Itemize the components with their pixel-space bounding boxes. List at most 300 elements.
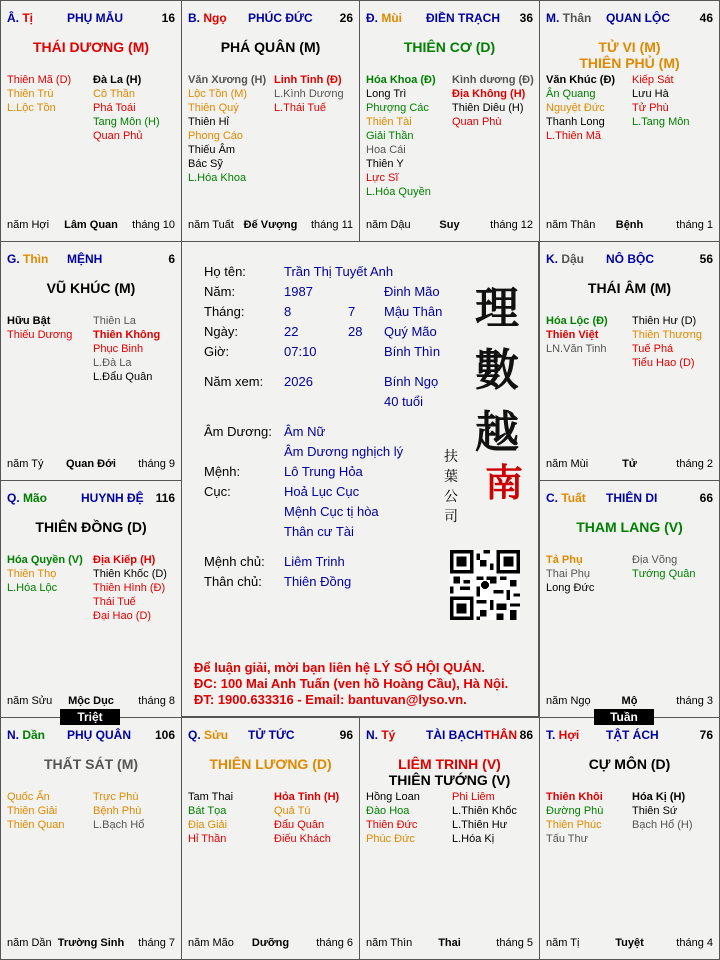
minor-star: Thiên Phúc — [546, 819, 602, 831]
palace-footer — [546, 695, 713, 709]
palace-month: tháng 4 — [676, 937, 713, 949]
minor-star: L.Đẩu Quân — [93, 371, 153, 383]
palace-year: năm Dậu — [366, 219, 411, 231]
stem: T. — [546, 728, 559, 742]
palace-canchi — [7, 252, 48, 266]
palace-name: HUYNH ĐỆ — [81, 491, 144, 505]
minor-stars-right — [274, 790, 339, 846]
palace-year: năm Tị — [546, 937, 580, 949]
palace-canchi — [7, 11, 33, 25]
main-star: THIÊN LƯƠNG (D) — [209, 756, 332, 772]
seal-char: 越 — [475, 407, 519, 458]
minor-star: Thiếu Âm — [188, 144, 236, 156]
minor-star: Bệnh Phù — [93, 805, 142, 817]
minor-star: Phá Toái — [93, 102, 136, 114]
minor-star: Thiên Hỉ — [188, 116, 229, 128]
branch: Ngọ — [203, 11, 227, 25]
minor-stars-left — [546, 790, 603, 846]
main-star: TỬ VI (M) — [598, 39, 661, 55]
seal-small-char: 公 — [444, 489, 458, 505]
cuc-label: Cục: — [204, 484, 231, 499]
minor-star: Tả Phụ — [546, 554, 583, 566]
thanchu-value: Thiên Đồng — [284, 574, 352, 589]
minor-stars-left — [546, 553, 594, 595]
minor-star: Địa Kiếp (H) — [93, 554, 156, 566]
minor-star: Quả Tú — [274, 805, 311, 817]
palace-name: PHÚC ĐỨC — [248, 11, 313, 25]
month-lunar: 7 — [348, 304, 356, 319]
amduong-label: Âm Dương: — [204, 424, 272, 439]
view-year-label: Năm xem: — [204, 374, 264, 389]
palace-header — [546, 252, 713, 268]
palace-footer — [188, 219, 353, 233]
minor-star: Hỉ Thần — [188, 833, 227, 845]
minor-star: Tiểu Hao (D) — [632, 357, 695, 369]
palace-header — [366, 11, 533, 27]
month-canchi: Mậu Thân — [384, 304, 443, 319]
minor-star: Văn Khúc (Đ) — [546, 74, 616, 86]
minor-stars-left — [188, 790, 233, 846]
palace-cell-hoi — [539, 717, 720, 960]
minor-star: Địa Giải — [188, 819, 228, 831]
minor-stars-left — [546, 314, 608, 356]
palace-month: tháng 1 — [676, 219, 713, 231]
palace-cell-tuat — [539, 480, 720, 718]
year-label: Năm: — [204, 284, 236, 299]
minor-star: Phục Binh — [93, 343, 144, 355]
life-stage: Tuyệt — [615, 937, 644, 949]
stem: N. — [7, 728, 23, 742]
palace-number: 46 — [699, 11, 713, 25]
branch: Tý — [381, 728, 396, 742]
contact-line-3: ĐT: 1900.633316 - Email: bantuvan@lyso.vn. — [194, 692, 467, 707]
life-stage: Mộc Dục — [68, 695, 114, 707]
palace-number: 96 — [339, 728, 353, 742]
minor-star: Thiên La — [93, 315, 136, 327]
palace-footer — [7, 219, 175, 233]
minor-stars-right — [632, 553, 696, 581]
minor-star: Tử Phù — [632, 102, 669, 114]
month-solar: 8 — [284, 304, 292, 319]
minor-star: Địa Võng — [632, 554, 678, 566]
palace-canchi — [188, 11, 227, 25]
main-stars — [540, 39, 719, 71]
minor-star: Văn Xương (H) — [188, 74, 267, 86]
minor-star: Bác Sỹ — [188, 158, 223, 170]
stem: Đ. — [366, 11, 382, 25]
main-star: THẤT SÁT (M) — [43, 756, 139, 772]
palace-cell-dau — [539, 241, 720, 481]
palace-canchi — [7, 728, 45, 742]
palace-year: năm Ngọ — [546, 695, 591, 707]
minor-star: Thiên Sứ — [632, 805, 678, 817]
age-value: 40 tuổi — [384, 394, 424, 409]
main-star: LIÊM TRINH (V) — [398, 756, 501, 772]
minor-star: L.Đà La — [93, 357, 132, 369]
day-canchi: Quý Mão — [384, 324, 437, 339]
seal-small-char: 扶 — [444, 449, 458, 465]
name-label: Họ tên: — [204, 264, 246, 279]
branch: Hợi — [558, 728, 580, 742]
minor-star: Bạch Hổ (H) — [632, 819, 693, 831]
minor-star: Thiếu Dương — [7, 329, 73, 341]
minor-star: Đường Phù — [546, 805, 604, 817]
palace-canchi — [366, 11, 402, 25]
minor-star: Tướng Quân — [632, 568, 696, 580]
menhchu-label: Mệnh chủ: — [204, 554, 265, 569]
seal-char: 南 — [484, 460, 523, 505]
branch: Mùi — [381, 11, 403, 25]
minor-star: Phi Liêm — [452, 791, 495, 803]
life-stage: Bệnh — [615, 219, 644, 231]
branch: Tị — [22, 11, 34, 25]
minor-star: L.Thiên Khốc — [452, 805, 517, 817]
palace-month: tháng 2 — [676, 458, 713, 470]
palace-footer — [366, 937, 533, 951]
palace-number: 26 — [339, 11, 353, 25]
palace-name: TÀI BẠCH — [426, 728, 484, 742]
palace-name: TỬ TỨC — [248, 728, 295, 742]
palace-number: 6 — [168, 252, 175, 266]
center-info-panel — [181, 241, 539, 717]
minor-star: Lộc Tồn (M) — [188, 88, 248, 100]
qr-code — [450, 550, 520, 620]
palace-cell-ngo — [181, 0, 360, 242]
minor-star: Thiên Mã (D) — [7, 74, 72, 86]
minor-star: Thanh Long — [546, 116, 605, 128]
seal-small-char: 司 — [444, 509, 458, 525]
main-stars — [1, 280, 181, 296]
branch: Thìn — [23, 252, 49, 266]
contact-line-2: ĐC: 100 Mai Anh Tuấn (ven hồ Hoàng Cầu), Hà Nội. — [194, 676, 509, 691]
palace-footer — [546, 458, 713, 472]
palace-footer — [188, 937, 353, 951]
palace-name: PHỤ MẪU — [67, 11, 123, 25]
minor-star: Phượng Các — [366, 102, 429, 114]
minor-star: Thiên Trù — [7, 88, 54, 100]
minor-star: Hóa Quyền (V) — [7, 554, 83, 566]
minor-star: Long Đức — [546, 582, 595, 594]
palace-header — [188, 728, 353, 744]
palace-month: tháng 10 — [132, 219, 175, 231]
palace-footer — [7, 458, 175, 472]
menh-label: Mệnh: — [204, 464, 241, 479]
minor-star: Hóa Kị (H) — [632, 791, 686, 803]
palace-number: 36 — [519, 11, 533, 25]
stem: Q. — [7, 491, 24, 505]
palace-header — [7, 491, 175, 507]
minor-stars-left — [7, 553, 83, 595]
minor-star: Thái Tuế — [93, 596, 136, 608]
minor-star: Thai Phụ — [546, 568, 591, 580]
minor-star: Kiếp Sát — [632, 74, 674, 86]
minor-stars-right — [93, 790, 144, 832]
minor-star: Tam Thai — [188, 791, 234, 803]
main-stars — [540, 756, 719, 772]
palace-header — [546, 11, 713, 27]
palace-footer — [546, 219, 713, 233]
minor-star: Thiên Đức — [366, 819, 418, 831]
menhchu-value: Liêm Trinh — [284, 554, 345, 569]
palace-canchi — [546, 728, 579, 742]
minor-stars-right — [632, 790, 693, 832]
palace-number: 116 — [155, 491, 175, 505]
palace-month: tháng 8 — [138, 695, 175, 707]
minor-star: Linh Tinh (Đ) — [274, 74, 342, 86]
stem: Â. — [7, 11, 23, 25]
minor-stars-right — [452, 73, 534, 129]
minor-star: L.Tang Môn — [632, 116, 690, 128]
minor-star: L.Kình Dương — [274, 88, 344, 100]
palace-year: năm Tý — [7, 458, 44, 470]
minor-star: Lưu Hà — [632, 88, 669, 100]
main-star: CỰ MÔN (D) — [588, 756, 671, 772]
minor-stars-right — [452, 790, 517, 846]
palace-year: năm Thân — [546, 219, 596, 231]
palace-header — [7, 11, 175, 27]
palace-name: ĐIỀN TRẠCH — [426, 11, 500, 25]
view-year-canchi: Bính Ngọ — [384, 374, 439, 389]
palace-cell-ty2 — [359, 717, 540, 960]
palace-name: THIÊN DI — [606, 491, 658, 505]
minor-star: Thiên Giải — [7, 805, 58, 817]
seal-char: 數 — [475, 345, 519, 396]
palace-canchi — [366, 728, 395, 742]
minor-stars-right — [93, 73, 160, 143]
stem: M. — [546, 11, 563, 25]
main-star: THÁI DƯƠNG (M) — [32, 39, 150, 55]
minor-stars-left — [366, 790, 420, 846]
minor-star: Thiên Hình (Đ) — [93, 582, 166, 594]
tuan-tag: Tuần — [594, 709, 654, 725]
palace-footer — [7, 937, 175, 951]
palace-header — [188, 11, 353, 27]
minor-star: Thiên Tài — [366, 116, 412, 128]
minor-star: Thiên Khôi — [546, 791, 603, 803]
minor-star: Thiên Hư (D) — [632, 315, 697, 327]
palace-month: tháng 7 — [138, 937, 175, 949]
minor-star: Hóa Lộc (Đ) — [546, 315, 608, 327]
branch: Mão — [23, 491, 48, 505]
palace-year: năm Dần — [7, 937, 52, 949]
main-stars — [360, 39, 539, 55]
minor-star: Đà La (H) — [93, 74, 142, 86]
main-star: THIÊN CƠ (D) — [403, 39, 496, 55]
branch: Dần — [22, 728, 46, 742]
palace-cell-ty — [0, 0, 182, 242]
main-star: PHÁ QUÂN (M) — [220, 39, 321, 55]
palace-cell-thin — [0, 241, 182, 481]
menh-value: Lô Trung Hỏa — [284, 464, 363, 479]
main-stars — [1, 39, 181, 55]
minor-star: Quốc Ấn — [7, 791, 50, 803]
name-value: Trần Thị Tuyết Anh — [284, 264, 394, 279]
stem: G. — [7, 252, 24, 266]
palace-year: năm Thìn — [366, 937, 413, 949]
main-stars — [1, 519, 181, 535]
life-stage: Tử — [622, 458, 637, 470]
palace-number: 56 — [699, 252, 713, 266]
palace-name: PHỤ QUÂN — [67, 728, 132, 742]
palace-month: tháng 3 — [676, 695, 713, 707]
seal-small-text — [444, 447, 462, 527]
minor-stars-right — [632, 73, 689, 129]
life-stage: Suy — [439, 219, 460, 231]
minor-star: Quan Phủ — [93, 130, 143, 142]
stem: N. — [366, 728, 382, 742]
branch: Thân — [562, 11, 592, 25]
palace-year: năm Hợi — [7, 219, 50, 231]
minor-star: L.Thiên Hư — [452, 819, 508, 831]
palace-month: tháng 12 — [490, 219, 533, 231]
minor-star: Đại Hao (D) — [93, 610, 152, 622]
main-stars — [360, 756, 539, 788]
minor-stars-left — [366, 73, 436, 199]
cuc-value3: Thân cư Tài — [284, 524, 354, 539]
seal-small-char: 葉 — [444, 469, 458, 485]
stem: Q. — [188, 728, 205, 742]
palace-canchi — [546, 11, 591, 25]
life-stage: Quan Đới — [66, 458, 116, 470]
minor-star: Long Trì — [366, 88, 407, 100]
minor-star: Tấu Thư — [546, 833, 589, 845]
minor-star: Thiên Việt — [546, 329, 599, 341]
minor-star: Thiên Thương — [632, 329, 703, 341]
minor-star: Hữu Bật — [7, 315, 51, 327]
main-star: THIÊN PHỦ (M) — [579, 55, 680, 71]
palace-month: tháng 11 — [310, 219, 353, 231]
minor-star: Phúc Đức — [366, 833, 415, 845]
minor-star: Thiên Quan — [7, 819, 65, 831]
day-label: Ngày: — [204, 324, 238, 339]
life-stage: Trường Sinh — [57, 937, 125, 949]
amduong-value: Âm Nữ — [284, 424, 326, 439]
palace-header — [7, 728, 175, 744]
palace-cell-than — [539, 0, 720, 242]
minor-stars-left — [7, 790, 64, 832]
palace-footer — [546, 937, 713, 951]
stem: K. — [546, 252, 562, 266]
minor-stars-left — [7, 73, 71, 115]
minor-star: L.Thiên Mã — [546, 130, 602, 142]
minor-star: L.Bạch Hổ — [93, 819, 145, 831]
main-stars — [182, 756, 359, 772]
minor-star: L.Hóa Kị — [452, 833, 495, 845]
minor-star: Quan Phù — [452, 116, 502, 128]
minor-star: Hóa Khoa (Đ) — [366, 74, 436, 86]
main-stars — [540, 280, 719, 296]
palace-number: 66 — [699, 491, 713, 505]
palace-name: NÔ BỘC — [606, 252, 654, 266]
minor-stars-right — [93, 553, 167, 623]
day-lunar: 28 — [348, 324, 363, 339]
palace-header — [7, 252, 175, 268]
amduong-value2: Âm Dương nghịch lý — [284, 444, 404, 459]
minor-star: Thiên Không — [93, 329, 161, 341]
palace-canchi — [7, 491, 47, 505]
palace-month: tháng 6 — [316, 937, 353, 949]
minor-star: Ân Quang — [546, 88, 596, 100]
palace-name: QUAN LỘC — [606, 11, 670, 25]
main-star: THÁI ÂM (M) — [587, 280, 672, 296]
palace-footer — [7, 695, 175, 709]
minor-star: Địa Không (H) — [452, 88, 526, 100]
main-star: THIÊN ĐỒNG (D) — [35, 519, 147, 535]
minor-star: L.Hóa Quyền — [366, 186, 431, 198]
main-stars — [540, 519, 719, 535]
palace-header — [546, 728, 713, 744]
palace-cell-dan — [0, 717, 182, 960]
hour-canchi: Bính Thìn — [384, 344, 441, 359]
main-star: THIÊN TƯỚNG (V) — [388, 772, 511, 788]
palace-canchi — [546, 252, 584, 266]
minor-star: Tuế Phá — [632, 343, 674, 355]
life-stage: Lâm Quan — [64, 219, 118, 231]
palace-cell-mao — [0, 480, 182, 718]
minor-star: Lực Sĩ — [366, 172, 399, 184]
minor-stars-right — [274, 73, 344, 115]
palace-month: tháng 5 — [496, 937, 533, 949]
main-star: VŨ KHÚC (M) — [46, 280, 136, 296]
branch: Sửu — [204, 728, 229, 742]
minor-star: Hồng Loan — [366, 791, 420, 803]
palace-month: tháng 9 — [138, 458, 175, 470]
minor-stars-right — [632, 314, 702, 370]
minor-stars-left — [546, 73, 615, 143]
minor-star: Trực Phù — [93, 791, 139, 803]
palace-year: năm Mão — [188, 937, 234, 949]
branch: Tuất — [561, 491, 586, 505]
hour-value: 07:10 — [284, 344, 317, 359]
palace-canchi — [546, 491, 586, 505]
minor-star: L.Lộc Tồn — [7, 102, 56, 114]
minor-star: LN.Văn Tinh — [546, 343, 607, 355]
minor-star: Bát Tọa — [188, 805, 227, 817]
minor-stars-left — [188, 73, 266, 185]
palace-year: năm Sửu — [7, 695, 53, 707]
life-stage: Thai — [438, 937, 461, 949]
contact-line-1: Để luận giải, mời bạn liên hệ LÝ SỐ HỘI QUÁN. — [194, 660, 485, 675]
palace-canchi — [188, 728, 228, 742]
minor-star: L.Hóa Lộc — [7, 582, 58, 594]
minor-star: Kình dương (Đ) — [452, 74, 534, 86]
minor-star: Cô Thần — [93, 88, 135, 100]
triet-tag: Triệt — [60, 709, 120, 725]
cuc-value2: Mệnh Cục tị hòa — [284, 504, 379, 519]
cuc-value: Hoả Lục Cục — [284, 484, 360, 499]
day-solar: 22 — [284, 324, 299, 339]
life-stage: Dưỡng — [251, 937, 290, 949]
minor-star: Nguyệt Đức — [546, 102, 605, 114]
thanchu-label: Thân chủ: — [204, 574, 262, 589]
minor-star: Thiên Diêu (H) — [452, 102, 524, 114]
life-stage: Mộ — [621, 695, 638, 707]
minor-star: L.Hóa Khoa — [188, 172, 247, 184]
minor-stars-left — [7, 314, 72, 342]
main-stars — [182, 39, 359, 55]
main-star: THAM LANG (V) — [576, 519, 683, 535]
year-value: 1987 — [284, 284, 313, 299]
palace-header — [546, 491, 713, 507]
life-stage: Đế Vượng — [243, 219, 298, 231]
minor-star: Thiên Y — [366, 158, 404, 170]
minor-star: Thiên Quý — [188, 102, 239, 114]
palace-name: TẬT ÁCH — [606, 728, 659, 742]
year-canchi: Đinh Mão — [384, 284, 440, 299]
stem: B. — [188, 11, 204, 25]
minor-star: Giải Thần — [366, 130, 414, 142]
palace-cell-mui — [359, 0, 540, 242]
